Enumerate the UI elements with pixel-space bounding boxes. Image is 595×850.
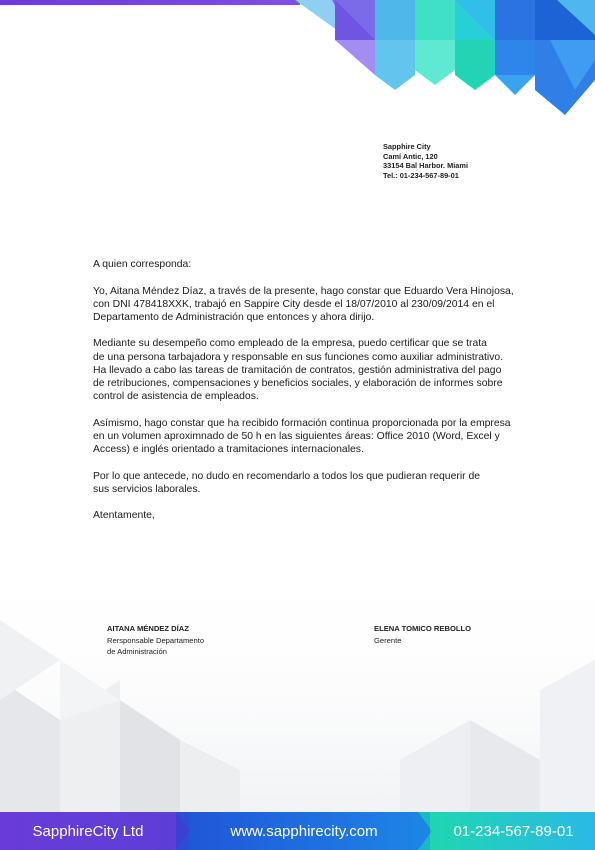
decorative-triangles-top	[295, 0, 595, 120]
sender-phone: Tel.: 01-234-567-89-01	[383, 170, 459, 180]
sender-company: Sapphire City	[383, 142, 431, 151]
signature-left	[107, 623, 204, 658]
decorative-background-shapes	[0, 560, 595, 812]
letter-closing: Atentamente,	[93, 510, 155, 522]
signature-role: Gerente	[374, 635, 402, 645]
letter-paragraph: Yo, Aitana Méndez Díaz, a través de la presente, hago constar que Eduardo Vera Hinojosa, con DNI 478418XXK, trabajó en Sappire City desde el 18/07/2010 al 230/09/2014 en el Departamento de Administración que entonces y ahora dirijo.	[93, 285, 514, 323]
signature-right	[374, 623, 471, 646]
signature-role: Rersponsable Departamento de Administración	[107, 635, 205, 657]
sender-street: Camí Antic, 120	[383, 151, 438, 161]
letter-body	[93, 258, 553, 536]
letter-greeting: A quien corresponda:	[93, 259, 192, 270]
footer-website-link[interactable]: www.sapphirecity.com	[230, 822, 378, 840]
letter-paragraph: Asímismo, hago constar que ha recibido formación continua proporcionada por la empresa en un volumen aproximnado de 50 h en las siguientes áreas: Office 2010 (Word, Excel y Access) e inglés orientado a tramitaciones internacionales.	[93, 417, 511, 456]
sender-address-block	[383, 142, 468, 180]
footer-phone: 01-234-567-89-01	[453, 822, 574, 840]
sender-city: 33154 Bal Harbor. Miami	[383, 161, 469, 171]
letter-paragraph: Mediante su desempeño como empleado de la empresa, puedo certificar que se trata de una persona tarbajadora y responsable en sus funciones como auxiliar administrativo. Ha llevado a cabo las tareas de tramitación de contratos, gestión administrativa del pago de retribuciones, compensaciones y beneficios sociales, y elaboración de informes sobre control de asistencia de empleados.	[93, 338, 504, 403]
letter-paragraph: Por lo que antecede, no dudo en recomendarlo a todos los que pudieran requerir de sus servicios laborales.	[93, 470, 481, 495]
footer-bar	[0, 812, 595, 850]
top-accent-bar	[0, 0, 300, 5]
signature-name: ELENA TOMICO REBOLLO	[374, 624, 472, 633]
footer-company: SapphireCity Ltd	[32, 822, 144, 840]
signature-name: AITANA MÉNDEZ DÍAZ	[107, 624, 189, 633]
